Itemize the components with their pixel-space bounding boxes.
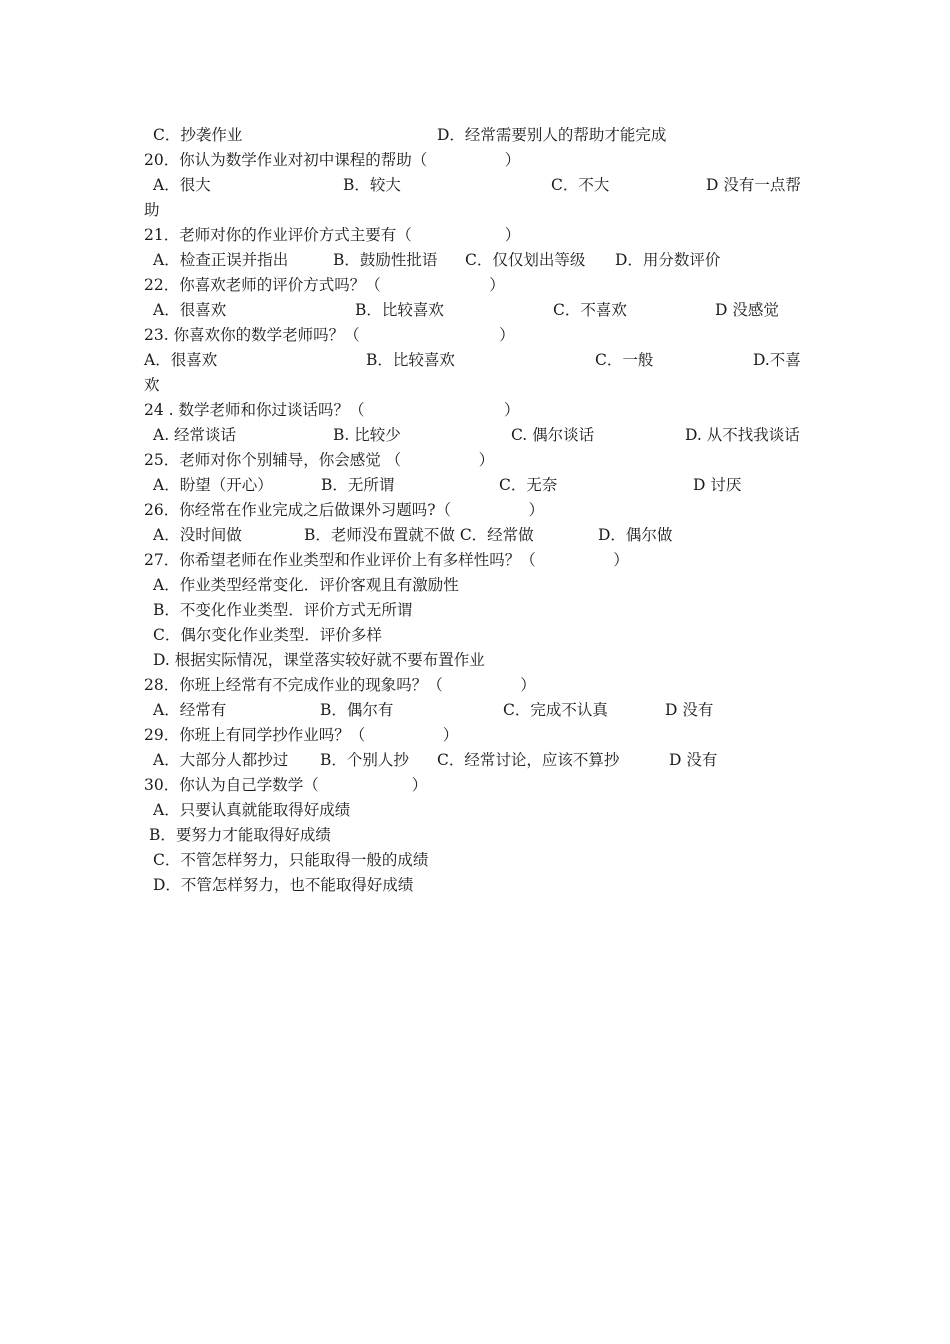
option-d: D．经常需要别人的帮助才能完成 <box>437 126 667 144</box>
question-text: 22．你喜欢老师的评价方式吗？（ ） <box>144 276 505 294</box>
question-24-options <box>0 423 950 448</box>
question-22 <box>0 273 950 298</box>
option-d: D.不喜 <box>753 351 801 369</box>
option-d: D 没有 <box>665 701 714 719</box>
option-d: D 没有一点帮 <box>706 176 801 194</box>
option-c: C．仅仅划出等级 <box>465 251 586 269</box>
question-28 <box>0 673 950 698</box>
question-25 <box>0 448 950 473</box>
question-text: 20．你认为数学作业对初中课程的帮助（ ） <box>144 151 521 169</box>
option-b: B．老师没布置就不做 C．经常做 <box>304 526 534 544</box>
question-28-options <box>0 698 950 723</box>
option-b: B．比较喜欢 <box>355 301 444 319</box>
option-d-wrap: 助 <box>144 201 160 219</box>
question-27 <box>0 548 950 573</box>
option-a: A．检查正误并指出 <box>153 251 289 269</box>
option-b: B．个别人抄 <box>320 751 409 769</box>
question-27-option-b <box>0 598 950 623</box>
question-21 <box>0 223 950 248</box>
option-c: C．完成不认真 <box>503 701 608 719</box>
question-23-wrap <box>0 373 950 398</box>
question-text: 27．你希望老师在作业类型和作业评价上有多样性吗？（ ） <box>144 551 629 569</box>
option-b: B．比较喜欢 <box>366 351 455 369</box>
question-20 <box>0 148 950 173</box>
question-text: 30．你认为自己学数学（ ） <box>144 776 428 794</box>
option-a: A．很喜欢 <box>144 351 218 369</box>
question-20-wrap <box>0 198 950 223</box>
option-c: C．偶尔变化作业类型．评价多样 <box>153 626 382 644</box>
option-d: D 没有 <box>669 751 718 769</box>
question-23 <box>0 323 950 348</box>
option-a: A．很喜欢 <box>153 301 227 319</box>
question-30-option-d <box>0 873 950 898</box>
option-a: A．经常有 <box>153 701 227 719</box>
question-26 <box>0 498 950 523</box>
question-text: 23. 你喜欢你的数学老师吗？（ ） <box>144 326 515 344</box>
option-d: D．用分数评价 <box>615 251 721 269</box>
option-a: A. 经常谈话 <box>153 426 237 444</box>
option-d: D 讨厌 <box>693 476 742 494</box>
question-30-option-a <box>0 798 950 823</box>
option-b: B. 比较少 <box>333 426 401 444</box>
question-27-option-c <box>0 623 950 648</box>
question-text: 28．你班上经常有不完成作业的现象吗？（ ） <box>144 676 536 694</box>
option-b: B．要努力才能取得好成绩 <box>149 826 331 844</box>
option-a: A．大部分人都抄过 <box>153 751 289 769</box>
option-c: C．不大 <box>551 176 610 194</box>
option-b: B．不变化作业类型．评价方式无所谓 <box>153 601 413 619</box>
question-text: 24 . 数学老师和你过谈话吗？（ ） <box>144 401 520 419</box>
question-30-option-b <box>0 823 950 848</box>
option-b: B．偶尔有 <box>320 701 394 719</box>
option-b: B．无所谓 <box>321 476 395 494</box>
option-c: C．抄袭作业 <box>153 126 243 144</box>
question-19-options <box>0 123 950 148</box>
option-d: D 没感觉 <box>715 301 779 319</box>
question-27-option-d <box>0 648 950 673</box>
option-c: C．无奈 <box>499 476 558 494</box>
option-d: D．偶尔做 <box>598 526 673 544</box>
question-25-options <box>0 473 950 498</box>
option-d: D. 根据实际情况，课堂落实较好就不要布置作业 <box>153 651 485 669</box>
question-29-options <box>0 748 950 773</box>
option-a: A．只要认真就能取得好成绩 <box>153 801 351 819</box>
question-30 <box>0 773 950 798</box>
question-24 <box>0 398 950 423</box>
question-27-option-a <box>0 573 950 598</box>
option-b: B．鼓励性批语 <box>333 251 438 269</box>
question-29 <box>0 723 950 748</box>
option-c: C．一般 <box>595 351 654 369</box>
option-a: A．很大 <box>153 176 211 194</box>
option-c: C．经常讨论，应该不算抄 <box>437 751 620 769</box>
option-d-wrap: 欢 <box>144 376 160 394</box>
option-a: A．作业类型经常变化．评价客观且有激励性 <box>153 576 459 594</box>
question-text: 29．你班上有同学抄作业吗？（ ） <box>144 726 459 744</box>
question-22-options <box>0 298 950 323</box>
option-b: B．较大 <box>343 176 401 194</box>
question-text: 26．你经常在作业完成之后做课外习题吗?（ ） <box>144 501 545 519</box>
question-text: 25．老师对你个别辅导，你会感觉 （ ） <box>144 451 495 469</box>
question-23-options <box>0 348 950 373</box>
option-a: A．盼望（开心） <box>153 476 273 494</box>
option-d: D. 从不找我谈话 <box>685 426 800 444</box>
option-a: A．没时间做 <box>153 526 242 544</box>
question-text: 21．老师对你的作业评价方式主要有（ ） <box>144 226 521 244</box>
option-c: C. 偶尔谈话 <box>511 426 595 444</box>
option-c: C．不管怎样努力，只能取得一般的成绩 <box>153 851 429 869</box>
option-d: D．不管怎样努力，也不能取得好成绩 <box>153 876 414 894</box>
question-21-options <box>0 248 950 273</box>
question-20-options <box>0 173 950 198</box>
question-26-options <box>0 523 950 548</box>
question-30-option-c <box>0 848 950 873</box>
option-c: C．不喜欢 <box>553 301 627 319</box>
